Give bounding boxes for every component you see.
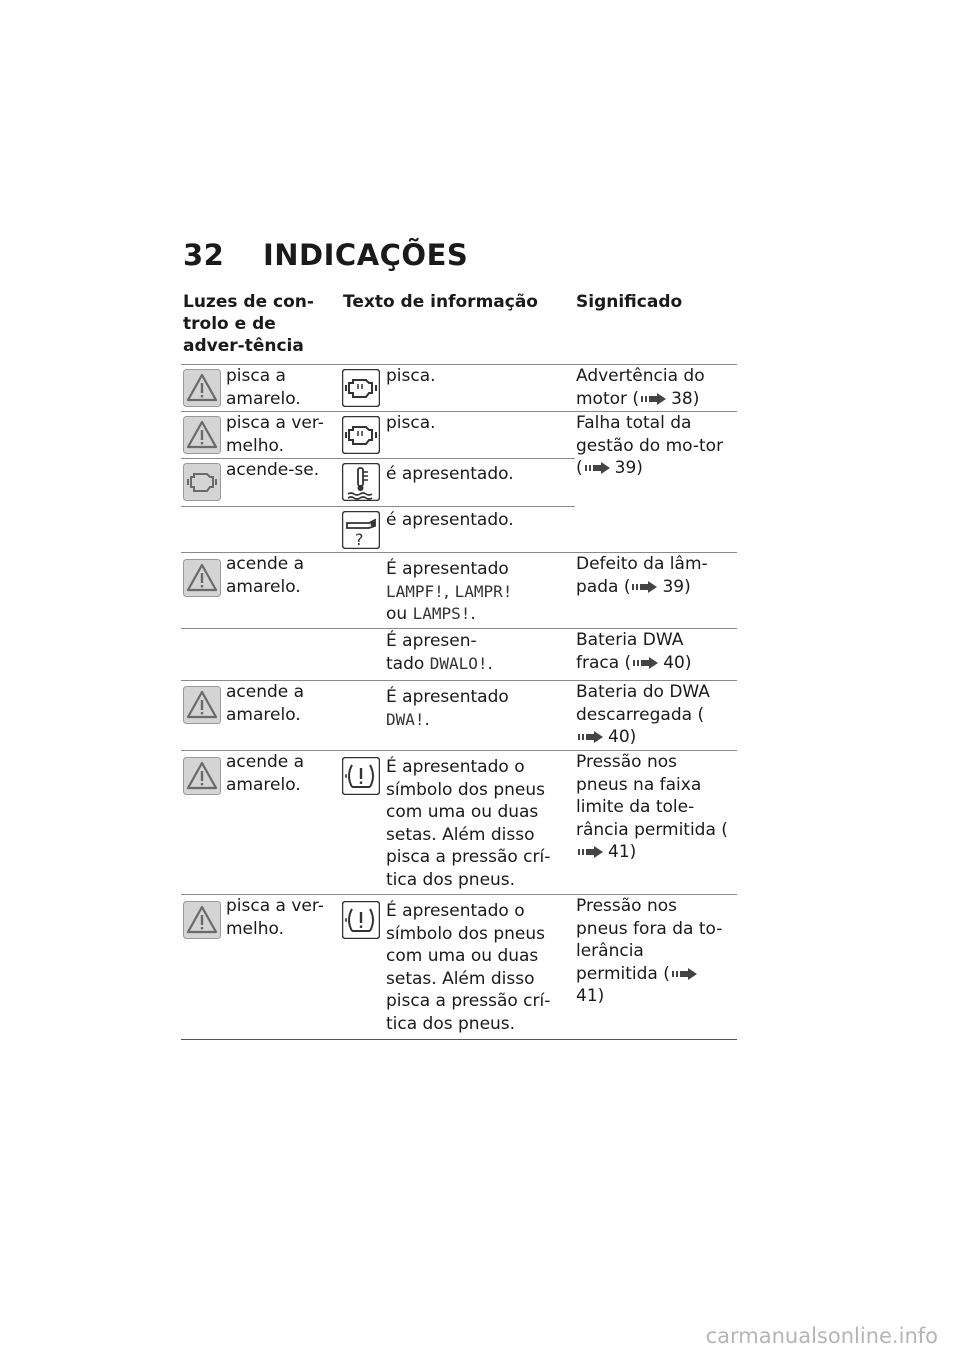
light-status: acende a amarelo. xyxy=(226,554,305,597)
warning-triangle-icon xyxy=(183,686,221,724)
meaning-text: Advertência do motor ( 38) xyxy=(576,366,705,409)
page-reference-arrow-icon xyxy=(672,968,698,980)
meaning-text: Pressão nos pneus na faixa limite da tole-rância permitida (41) xyxy=(576,752,728,862)
meaning-text: Defeito da lâm-pada ( 39) xyxy=(576,554,708,597)
tyre-pressure-icon xyxy=(342,901,380,939)
page-number: 32 xyxy=(183,238,225,272)
info-text: é apresentado. xyxy=(386,464,514,484)
page-header xyxy=(183,238,468,272)
engine-icon xyxy=(342,416,380,454)
watermark: carmanualsonline.info xyxy=(705,1324,938,1348)
warning-triangle-icon xyxy=(183,757,221,795)
info-text: pisca. xyxy=(386,413,436,433)
table-row xyxy=(181,750,737,895)
warning-triangle-icon xyxy=(183,901,221,939)
meaning-text: Falha total da gestão do mo-tor ( 39) xyxy=(576,413,724,478)
oil-level-icon xyxy=(342,511,380,549)
info-text: pisca. xyxy=(386,366,436,386)
page-reference-arrow-icon xyxy=(633,657,659,669)
light-status: acende a amarelo. xyxy=(226,752,305,795)
warning-triangle-icon xyxy=(183,369,221,407)
warning-triangle-icon xyxy=(183,559,221,597)
info-text: É apresentado o símbolo dos pneus com uma ou duas setas. Além disso pisca a pressão crí-tica dos pneus. xyxy=(386,757,551,890)
info-text: é apresentado. xyxy=(386,510,514,530)
page-reference-arrow-icon xyxy=(578,731,604,743)
info-text: É apresentado LAMPF!, LAMPR! ou LAMPS!. xyxy=(386,559,513,624)
page-title: INDICAÇÕES xyxy=(263,238,469,272)
column-header-meaning: Significado xyxy=(576,292,683,312)
column-header-info-text: Texto de informação xyxy=(343,292,538,312)
warning-triangle-icon xyxy=(183,416,221,454)
coolant-temperature-icon xyxy=(342,463,380,501)
meaning-text: Pressão nos pneus fora da to-lerância permitida (41) xyxy=(576,896,723,1006)
light-status: acende-se. xyxy=(226,460,320,480)
light-status: pisca a amarelo. xyxy=(226,366,301,409)
tyre-pressure-icon xyxy=(342,757,380,795)
column-header-lights: Luzes de con-trolo e de adver-tência xyxy=(183,292,314,356)
page-reference-arrow-icon xyxy=(641,393,667,405)
info-text: É apresen-tado DWALO!. xyxy=(386,631,493,674)
light-status: pisca a ver-melho. xyxy=(226,413,324,456)
page-reference-arrow-icon xyxy=(632,581,658,593)
info-text: É apresentado DWA!. xyxy=(386,687,509,730)
engine-grey-icon xyxy=(183,463,221,501)
table-row xyxy=(181,680,737,751)
page-reference-arrow-icon xyxy=(578,846,604,858)
meaning-text: Bateria DWA fraca ( 40) xyxy=(576,630,692,673)
info-text: É apresentado o símbolo dos pneus com uma ou duas setas. Além disso pisca a pressão crí-tica dos pneus. xyxy=(386,901,551,1034)
table-row xyxy=(181,894,737,1040)
engine-icon xyxy=(342,369,380,407)
table-row xyxy=(181,364,737,411)
table-row xyxy=(181,507,737,553)
table-row xyxy=(181,628,737,681)
light-status: acende a amarelo. xyxy=(226,682,305,725)
table-row xyxy=(181,552,737,628)
table-row xyxy=(181,459,737,505)
light-status: pisca a ver-melho. xyxy=(226,896,324,939)
meaning-text: Bateria do DWA descarregada (40) xyxy=(576,682,710,747)
